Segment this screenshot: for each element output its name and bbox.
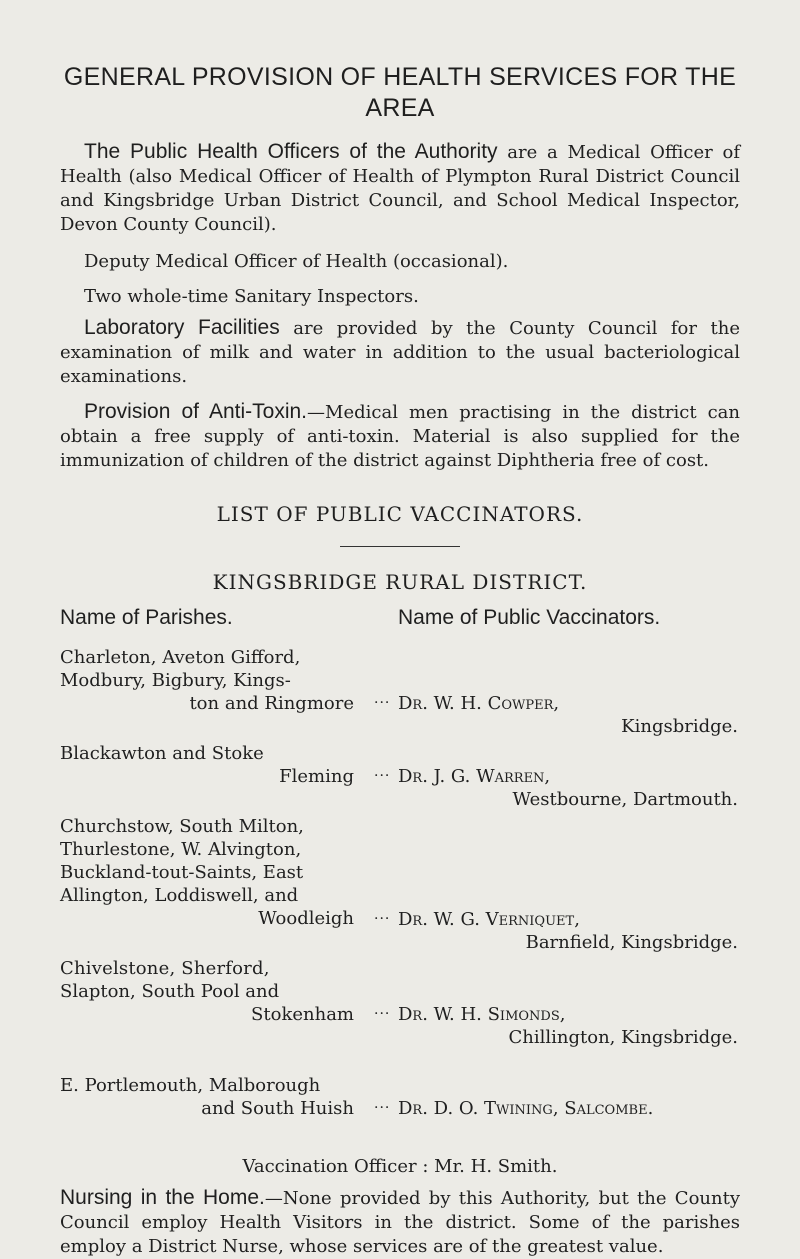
vaccinator-entry (398, 1003, 748, 1049)
vaccination-officer: Vaccination Officer : Mr. H. Smith. (242, 1156, 558, 1177)
parish-line: Slapton, South Pool and (60, 981, 280, 1002)
nursing-lead: Nursing in the Home. (60, 1186, 265, 1209)
list-heading: LIST OF PUBLIC VACCINATORS. (216, 502, 584, 526)
parish-entry (60, 815, 360, 930)
vaccinator-name: Dr. W. H. Cowper, (398, 693, 560, 714)
parish-line: Modbury, Bigbury, Kings- (60, 670, 291, 691)
parish-line: Thurlestone, W. Alvington, (60, 839, 302, 860)
vaccinator-entry (398, 765, 748, 811)
laboratory-text: are provided by the County Council for the examination of milk and water in addition to the usual bacteriological examinations. (60, 318, 740, 387)
leader-dots: ··· (374, 768, 391, 784)
leader-dots: ··· (374, 911, 391, 927)
intro-text: are a Medical Officer of Health (also Medical Officer of Health of Plympton Rural District Council and Kingsbridge Urban District Council, and School Medical Inspector, Devon County Council). (60, 142, 740, 235)
parish-line-last: Fleming (279, 766, 354, 787)
laboratory-paragraph (60, 316, 740, 389)
vaccinator-name: Dr. W. H. Simonds, (398, 1004, 566, 1025)
parish-line-last: Woodleigh (258, 908, 354, 929)
vaccinators-column-heading: Name of Public Vaccinators. (398, 606, 661, 629)
antitoxin-text: —Medical men practising in the district can obtain a free supply of anti-toxin. Material is also supplied for the immunization of children of the district against Diphtheria free of cost. (60, 402, 740, 471)
parish-line: Buckland-tout-Saints, East (60, 862, 304, 883)
intro-lead: The Public Health Officers of the Authority (84, 140, 498, 163)
inspectors-line: Two whole-time Sanitary Inspectors. (84, 286, 419, 307)
antitoxin-paragraph (60, 400, 740, 473)
vaccinator-name: Dr. W. G. Verniquet, (398, 909, 580, 930)
page-title: GENERAL PROVISION OF HEALTH SERVICES FOR THE AREA (63, 63, 737, 122)
vaccinator-name: Dr. J. G. Warren, (398, 766, 551, 787)
vaccinator-entry (398, 1097, 748, 1120)
parish-line: Churchstow, South Milton, (60, 816, 304, 837)
antitoxin-lead: Provision of Anti-Toxin. (84, 400, 308, 423)
parish-line: Charleton, Aveton Gifford, (60, 647, 301, 668)
vaccinator-place: Westbourne, Dartmouth. (512, 789, 738, 810)
nursing-paragraph (60, 1186, 740, 1259)
vaccinator-name: Dr. D. O. Twining, Salcombe. (398, 1098, 654, 1119)
vaccinator-place: Kingsbridge. (621, 716, 738, 737)
parish-line-last: ton and Ringmore (189, 693, 354, 714)
parish-entry (60, 742, 360, 788)
nursing-text: —None provided by this Authority, but the County Council employ Health Visitors in the district. Some of the parishes employ a District Nurse, whose services are of the greatest value. (60, 1188, 740, 1257)
vaccinator-entry (398, 692, 748, 738)
parish-line-last: Stokenham (251, 1004, 354, 1025)
intro-paragraph (60, 140, 740, 237)
parish-entry (60, 957, 360, 1026)
deputy-line: Deputy Medical Officer of Health (occasional). (84, 251, 509, 272)
leader-dots: ··· (374, 1006, 391, 1022)
vaccinator-place: Barnfield, Kingsbridge. (525, 932, 738, 953)
district-heading: KINGSBRIDGE RURAL DISTRICT. (212, 570, 588, 594)
parish-entry (60, 646, 360, 715)
parish-line: Allington, Loddiswell, and (60, 885, 299, 906)
leader-dots: ··· (374, 695, 391, 711)
vaccinator-place: Chillington, Kingsbridge. (508, 1027, 738, 1048)
parish-line: E. Portlemouth, Malborough (60, 1075, 321, 1096)
parish-line: Chivelstone, Sherford, (60, 958, 270, 979)
divider (340, 546, 460, 547)
leader-dots: ··· (374, 1100, 391, 1116)
parish-line: Blackawton and Stoke (60, 743, 264, 764)
parish-line-last: and South Huish (201, 1098, 354, 1119)
vaccinator-entry (398, 908, 748, 954)
parishes-column-heading: Name of Parishes. (60, 606, 233, 629)
parish-entry (60, 1074, 360, 1120)
laboratory-lead: Laboratory Facilities (84, 316, 280, 339)
